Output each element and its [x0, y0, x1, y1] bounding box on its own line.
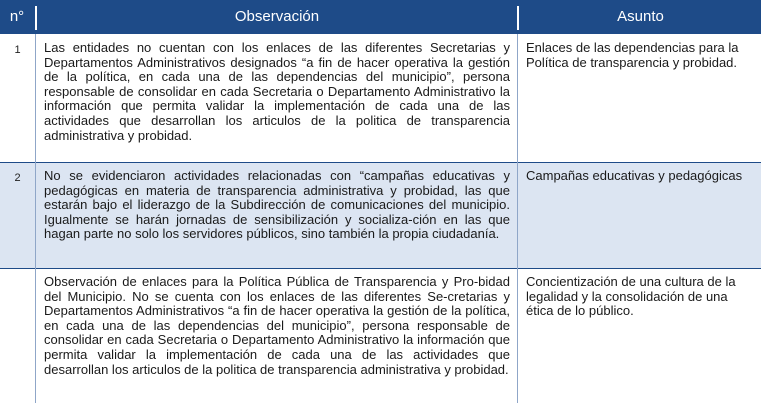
row-number: 1 — [14, 44, 21, 56]
row-divider — [0, 162, 761, 163]
asunto-cell: Concientización de una cultura de la legalidad y la consolidación de una ética de lo público. — [526, 274, 736, 319]
table-row — [0, 162, 761, 268]
column-divider — [35, 34, 36, 403]
table-row — [0, 34, 761, 162]
column-header-number: n° — [9, 8, 25, 25]
asunto-cell: Enlaces de las dependencias para la Política de transparencia y probidad. — [526, 40, 739, 70]
asunto-cell: Campañas educativas y pedagógicas — [526, 168, 743, 183]
header-separator — [35, 6, 37, 30]
column-header-asunto: Asunto — [617, 8, 664, 25]
header-separator — [517, 6, 519, 30]
observacion-cell: No se evidenciaron actividades relacionadas con “campañas educativas y pedagógicas en materia de transparencia administrativa y probidad, las que estarán bajo el liderazgo de la Subdirección de comunicaciones del municipio. Igualmente se harán jornadas de sensibilización y socializa-ción en las que hagan parte no solo los servidores públicos, sino también la propia ciudadanía. — [44, 168, 510, 242]
observacion-cell: Observación de enlaces para la Política Pública de Transparencia y Pro-bidad del Municipio. No se cuenta con los enlaces de las diferentes Se-cretarias y Departamentos Administrativos “a fin de hacer operativa la gestión de la política, en cada una de las dependencias del municipio”, persona responsable de consolidar en cada Secretaria o Departamento Administrativo la información que permita validar la implementación de cada una de las actividades que desarrollan los articulos de la politica de transparencia administrativa y probidad. — [44, 274, 510, 377]
observacion-cell: Las entidades no cuentan con los enlaces de las diferentes Secretarias y Departamentos Administrativos designados “a fin de hacer operativa la gestión de la política, en cada una de las dependencias del municipio”, persona responsable de consolidar en cada Secretaria o Departamento Administrativo la información que permita validar la implementación de cada una de las actividades que desarrollan los articulos de la politica de transparencia administrativa y probidad. — [44, 40, 510, 143]
row-divider — [0, 268, 761, 269]
table-row — [0, 268, 761, 403]
column-header-observacion: Observación — [234, 8, 320, 25]
column-divider — [517, 34, 518, 403]
table-header — [0, 0, 761, 34]
row-number: 2 — [14, 172, 21, 184]
